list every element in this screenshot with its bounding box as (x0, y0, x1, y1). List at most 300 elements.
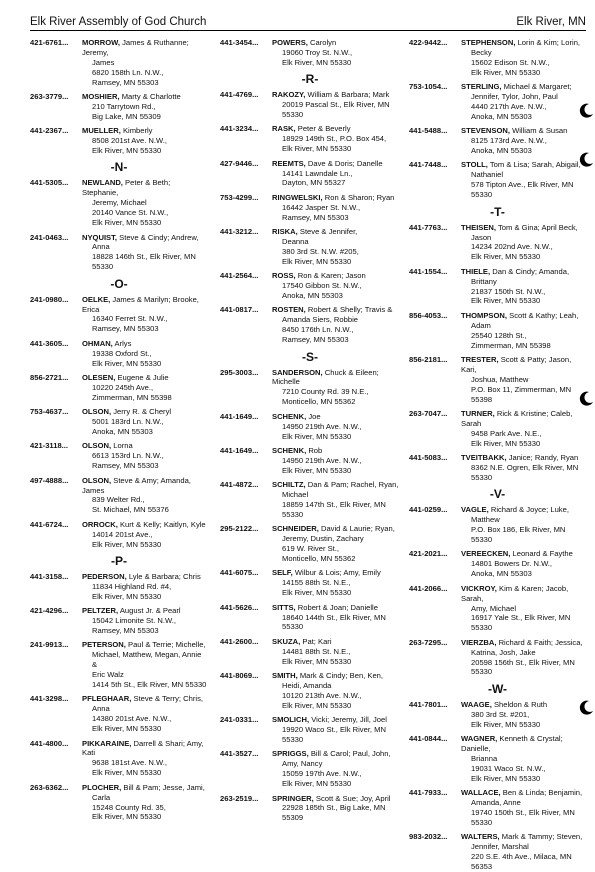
directory-entry (220, 305, 400, 345)
entry-first-line (272, 671, 400, 681)
entry-line: 10220 245th Ave., (92, 382, 154, 392)
entry-surname: PLOCHER, (82, 782, 122, 792)
entry-line: P.O. Box 186, Elk River, MN 55330 (471, 525, 566, 545)
entry-first-line (82, 373, 208, 383)
entry-phone: 421-3118... (30, 441, 69, 451)
entry-surname: THIELE, (461, 266, 491, 276)
directory-entry (220, 749, 400, 789)
directory-entry (30, 694, 208, 734)
entry-surname: PIKKARAINE, (82, 738, 132, 748)
entry-line: Becky (471, 47, 492, 57)
entry-line: Elk River, MN 55330 (92, 768, 162, 778)
entry-line: 619 W. River St., (282, 544, 339, 554)
entry-phone: 241-0331... (220, 715, 259, 725)
entry-line: Deanna (282, 237, 309, 246)
entry-line: P.O. Box 11, Zimmerman, MN 55398 (471, 384, 572, 404)
entry-household: Jerry R. & Cheryl (113, 407, 172, 417)
directory-entry (30, 520, 208, 550)
section-letter: -O- (110, 276, 128, 291)
entry-phone: 983-2032... (409, 832, 448, 842)
entry-line: 19338 Oxford St., (92, 348, 152, 358)
entry-household: Rob (308, 445, 323, 455)
entry-household: Pat; Kari (302, 636, 332, 646)
entry-first-line (461, 38, 586, 48)
entry-household: Robert & Shelly; Travis & (307, 305, 393, 315)
entry-line: 18828 146th St., Elk River, MN 55330 (92, 252, 196, 272)
entry-surname: WAAGE, (461, 699, 492, 709)
entry-line: Ramsey, MN 55303 (282, 212, 349, 222)
entry-first-line (272, 368, 400, 388)
entry-surname: PFLEGHAAR, (82, 694, 132, 704)
entry-household: Steve & Terry; Chris, (133, 694, 203, 704)
entry-line: 19031 Waco St. N.W., (471, 763, 546, 773)
entry-household: David & Laurie; Ryan, (320, 524, 395, 534)
entry-first-line (272, 90, 400, 100)
entry-phone: 241-0463... (30, 232, 69, 242)
entry-household: Ron & Sharon; Ryan (324, 192, 395, 202)
entry-line: 10120 213th Ave. N.W., (282, 690, 362, 700)
entry-household: Sheldon & Ruth (493, 699, 548, 709)
directory-entry (30, 38, 208, 88)
entry-line: Adam (471, 320, 491, 330)
entry-line: Elk River, MN 55330 (282, 588, 352, 598)
entry-household: Dan & Pam; Rachel, Ryan, (307, 480, 399, 490)
entry-surname: PETERSON, (82, 640, 126, 650)
entry-phone: 441-8069... (220, 671, 259, 681)
entry-household: Eugene & Julie (117, 372, 169, 382)
entry-first-line (82, 572, 208, 582)
entry-household: Arlys (114, 338, 132, 348)
entry-phone: 441-6724... (30, 519, 69, 529)
directory-entry (409, 549, 586, 579)
entry-line: Elk River, MN 55330 (471, 438, 541, 448)
directory-entry (220, 271, 400, 301)
entry-phone: 441-2367... (30, 126, 69, 136)
entry-surname: TRESTER, (461, 354, 499, 364)
entry-household: Ben & Linda; Benjamin, (502, 788, 583, 798)
entry-household: Kim & Karen; Jacob, Sarah, (461, 583, 569, 603)
directory-entry (409, 734, 586, 784)
entry-phone: 441-3298... (30, 694, 69, 704)
entry-phone: 856-2721... (30, 372, 69, 382)
directory-entry (220, 794, 400, 824)
entry-line: 14950 219th Ave. N.W., (282, 455, 362, 465)
entry-line: 14380 201st Ave. N.W., (92, 714, 172, 724)
entry-household: Dan & Cindy; Amanda, (492, 266, 570, 276)
directory-entry (409, 700, 586, 730)
entry-first-line (272, 749, 400, 759)
entry-phone: 263-6362... (30, 782, 69, 792)
directory-entry (409, 223, 586, 263)
entry-line: 20140 Vance St. N.W., (92, 208, 169, 218)
entry-first-line (82, 233, 208, 243)
entry-first-line (461, 788, 586, 798)
entry-first-line (461, 584, 586, 604)
entry-phone: 441-4872... (220, 480, 259, 490)
directory-columns (30, 38, 586, 871)
entry-line: Jennifer, Tylor, John, Paul (471, 92, 558, 102)
section-letter: -T- (490, 204, 505, 219)
directory-entry (409, 267, 586, 307)
directory-entry (409, 788, 586, 828)
directory-entry (409, 38, 586, 78)
directory-entry (409, 453, 586, 483)
directory-entry (30, 606, 208, 636)
entry-phone: 441-3454... (220, 38, 259, 47)
entry-phone: 856-4053... (409, 310, 448, 320)
entry-line: Elk River, MN 55330 (282, 656, 352, 666)
section-letter: -N- (110, 160, 128, 175)
entry-phone: 441-2066... (409, 583, 448, 593)
entry-line: Elk River, MN 55330 (92, 724, 162, 734)
entry-first-line (82, 606, 208, 616)
entry-line: Elk River, MN 55330 (282, 256, 352, 266)
directory-entry (409, 638, 586, 678)
entry-first-line (272, 193, 400, 203)
entry-household: Vicki; Jeremy, Jill, Joel (311, 715, 387, 725)
entry-household: William & Susan (512, 126, 568, 136)
entry-household: Paul & Terrie; Michelle, (128, 640, 206, 650)
entry-phone: 441-3527... (220, 749, 259, 759)
entry-line: Amy, Nancy (282, 759, 323, 769)
entry-surname: RAKOZY, (272, 90, 306, 100)
entry-line: Elk River, MN 55330 (471, 773, 541, 783)
entry-household: Mark & Cindy; Ben, Ken, (299, 671, 384, 681)
entry-line: Elk River, MN 55330 (471, 67, 541, 77)
directory-entry (220, 637, 400, 667)
directory-entry (220, 568, 400, 598)
directory-entry (409, 160, 586, 200)
entry-line: 14014 201st Ave., (92, 529, 153, 539)
entry-phone: 441-5488... (409, 126, 448, 136)
entry-line: 5001 183rd Ln. N.W., (92, 417, 164, 427)
entry-first-line (461, 355, 586, 375)
entry-phone: 441-3212... (220, 227, 259, 237)
entry-surname: OLSON, (82, 407, 112, 417)
entry-surname: PEDERSON, (82, 571, 127, 581)
entry-household: Richard & Joyce; Luke, (490, 505, 569, 515)
entry-household: Steve & Jennifer, (299, 227, 358, 237)
entry-household: William & Barbara; Mark (307, 90, 390, 100)
entry-line: 16917 Yale St., Elk River, MN 55330 (471, 613, 571, 633)
entry-phone: 441-1649... (220, 445, 259, 455)
directory-entry (220, 90, 400, 120)
entry-first-line (272, 271, 400, 281)
directory-entry (30, 572, 208, 602)
page-header (30, 12, 586, 31)
entry-first-line (272, 637, 400, 647)
entry-first-line (82, 640, 208, 650)
entry-line: Monticello, MN 55362 (282, 397, 356, 407)
section-letter: -S- (302, 349, 318, 364)
directory-entry (30, 233, 208, 273)
directory-entry (409, 505, 586, 545)
entry-household: Michael & Margaret; (503, 82, 572, 92)
entry-phone: 441-3234... (220, 124, 259, 134)
entry-first-line (461, 82, 586, 92)
entry-line: 25540 128th St., (471, 330, 527, 340)
entry-line: Katrina, Josh, Jake (471, 647, 536, 657)
entry-first-line (82, 126, 208, 136)
entry-surname: OLESEN, (82, 372, 116, 382)
entry-first-line (461, 734, 586, 754)
entry-first-line (82, 339, 208, 349)
entry-line: 220 S.E. 4th Ave., Milaca, MN 56353 (471, 852, 572, 871)
entry-household: Joe (308, 411, 321, 421)
entry-line: Michael, Matthew, Megan, Annie & (92, 650, 202, 670)
entry-first-line (272, 794, 400, 804)
entry-line: Elk River, MN 55330 (282, 57, 352, 67)
directory-entry (30, 373, 208, 403)
entry-first-line (461, 126, 586, 136)
entry-line: 839 Welter Rd., (92, 495, 145, 505)
entry-first-line (272, 480, 400, 490)
entry-line: Zimmerman, MN 55398 (92, 392, 172, 402)
entry-line: Elk River, MN 55330 (282, 465, 352, 475)
entry-household: Ron & Karen; Jason (297, 271, 366, 281)
entry-household: Steve & Amy; Amanda, James (82, 475, 191, 495)
entry-line: Eric Walz (92, 670, 124, 680)
entry-surname: VICKROY, (461, 583, 497, 593)
section-letter: -W- (487, 681, 508, 696)
entry-first-line (461, 453, 586, 463)
entry-household: James & Marilyn; Brooke, Erica (82, 294, 199, 314)
entry-line: 8450 176th Ln. N.W., (282, 325, 354, 335)
entry-first-line (82, 295, 208, 315)
entry-surname: SKUZA, (272, 636, 301, 646)
directory-entry (220, 193, 400, 223)
entry-household: Scott & Kathy; Leah, (509, 310, 579, 320)
entry-line: Ramsey, MN 55303 (92, 626, 159, 635)
entry-line: 14481 88th St. N.E., (282, 646, 351, 656)
entry-line: Brianna (471, 753, 498, 763)
entry-phone: 421-2021... (409, 549, 448, 559)
entry-first-line (461, 409, 586, 429)
entry-line: 15059 197th Ave. N.W., (282, 769, 362, 779)
crescent-moon-icon (578, 700, 594, 716)
entry-first-line (82, 38, 208, 58)
entry-line: 380 3rd St. N.W. #205, (282, 246, 359, 256)
entry-line: 19740 150th St., Elk River, MN 55330 (471, 807, 575, 827)
crescent-moon-icon (578, 391, 594, 407)
entry-line: 18640 144th St., Elk River, MN 55330 (282, 612, 386, 632)
entry-line: James (92, 57, 115, 67)
entry-surname: VIERZBA, (461, 637, 497, 647)
entry-first-line (461, 549, 586, 559)
entry-household: Bill & Carol; Paul, John, (310, 749, 391, 759)
entry-surname: SCHENK, (272, 411, 307, 421)
directory-entry (220, 124, 400, 154)
entry-surname: SMOLICH, (272, 715, 310, 725)
header-location: Elk River, MN (516, 16, 586, 28)
entry-line: Anoka, MN 55303 (471, 569, 532, 579)
entry-line: 21837 150th St. N.W., (471, 286, 546, 296)
entry-line: Heidi, Amanda (282, 680, 332, 690)
entry-phone: 441-6075... (220, 568, 259, 578)
entry-household: Bill & Pam; Jesse, Jami, (123, 782, 205, 792)
directory-entry (409, 832, 586, 872)
entry-household: Peter & Beth; Stephanie, (82, 178, 171, 198)
entry-household: Kurt & Kelly; Kaitlyn, Kyle (119, 519, 206, 529)
entry-line: 7210 County Rd. 39 N.E., (282, 387, 369, 397)
entry-phone: 421-6761... (30, 38, 69, 47)
directory-entry (30, 441, 208, 471)
entry-phone: 263-7047... (409, 409, 448, 418)
entry-phone: 263-2519... (220, 793, 259, 803)
directory-entry (220, 480, 400, 520)
entry-line: 8125 173rd Ave. N.W., (471, 136, 547, 146)
entry-household: Scott & Sue; Joy, April (315, 793, 391, 803)
entry-surname: WALTERS, (461, 832, 500, 842)
entry-household: Lyle & Barbara; Chris (128, 571, 201, 581)
entry-line: 6820 158th Ln. N.W., (92, 67, 164, 77)
entry-line: 210 Tarrytown Rd., (92, 101, 156, 111)
entry-first-line (461, 160, 586, 170)
entry-line: 18859 147th St., Elk River, MN 55330 (282, 499, 386, 519)
entry-line: Jennifer, Marshal (471, 842, 529, 852)
church-title: Elk River Assembly of God Church (30, 16, 207, 28)
directory-entry (409, 126, 586, 156)
entry-line: 20598 156th St., Elk River, MN 55330 (471, 657, 575, 677)
entry-surname: PELTZER, (82, 606, 119, 616)
entry-line: 15248 County Rd. 35, (92, 802, 166, 812)
entry-line: Elk River, MN 55330 (282, 431, 352, 441)
entry-household: Tom & Lisa; Sarah, Abigail, (489, 160, 581, 170)
directory-column-1 (30, 38, 208, 822)
entry-surname: WALLACE, (461, 788, 501, 798)
entry-phone: 421-4296... (30, 606, 69, 616)
entry-household: Robert & Joan; Danielle (297, 602, 378, 612)
entry-surname: REEMTS, (272, 158, 306, 168)
entry-phone: 441-5083... (409, 453, 448, 463)
entry-phone: 441-7448... (409, 160, 448, 170)
entry-line: Amanda, Anne (471, 798, 521, 807)
directory-entry (220, 227, 400, 267)
entry-line: Elk River, MN 55330 (92, 218, 162, 228)
entry-line: Ramsey, MN 55303 (92, 461, 159, 471)
entry-line: Anna (92, 704, 110, 714)
entry-household: August Jr. & Pearl (119, 606, 181, 616)
entry-line: Elk River, MN 55330 (92, 591, 162, 601)
entry-phone: 263-3779... (30, 92, 69, 102)
entry-phone: 441-1554... (409, 266, 448, 276)
entry-surname: ROSTEN, (272, 305, 306, 315)
directory-entry (30, 178, 208, 228)
entry-line: 14155 88th St. N.E., (282, 578, 351, 588)
entry-phone: 295-2122... (220, 524, 259, 534)
directory-column-3 (409, 38, 586, 871)
directory-entry (220, 671, 400, 711)
entry-line: Zimmerman, MN 55398 (471, 340, 551, 350)
entry-first-line (272, 715, 400, 725)
directory-entry (30, 783, 208, 823)
entry-line: Amy, Michael (471, 603, 517, 613)
entry-line: 14950 219th Ave. N.W., (282, 421, 362, 431)
directory-entry (220, 603, 400, 633)
entry-phone: 241-9913... (30, 640, 69, 650)
entry-line: Nathaniel (471, 170, 504, 180)
entry-line: 22928 185th St., Big Lake, MN 55309 (282, 803, 386, 823)
directory-entry (220, 412, 400, 442)
entry-household: Carolyn (310, 38, 337, 47)
entry-first-line (272, 305, 400, 315)
entry-line: Anoka, MN 55303 (92, 427, 153, 436)
entry-line: Elk River, MN 55330 (282, 700, 352, 710)
entry-surname: OHMAN, (82, 338, 113, 348)
entry-first-line (272, 568, 400, 578)
entry-first-line (461, 832, 586, 842)
entry-line: Anoka, MN 55303 (471, 146, 532, 156)
entry-phone: 753-4637... (30, 407, 69, 417)
entry-line: Big Lake, MN 55309 (92, 111, 161, 121)
entry-surname: RINGWELSKI, (272, 192, 323, 202)
entry-first-line (82, 441, 208, 451)
entry-surname: STEVENSON, (461, 126, 510, 136)
entry-line: Ramsey, MN 55303 (92, 77, 159, 87)
entry-line: 19060 Troy St. N.W., (282, 47, 353, 57)
entry-line: Monticello, MN 55362 (282, 553, 356, 563)
directory-entry (409, 584, 586, 634)
entry-line: 15042 Limonite St. N.W., (92, 616, 176, 626)
entry-first-line (272, 412, 400, 422)
entry-surname: SCHNEIDER, (272, 524, 319, 534)
entry-surname: OELKE, (82, 294, 111, 304)
entry-household: Richard & Faith; Jessica, (498, 637, 583, 647)
entry-line: 16340 Ferret St. N.W., (92, 314, 168, 324)
entry-first-line (272, 227, 400, 237)
entry-line: Jason (471, 232, 492, 242)
entry-line: 4440 217th Ave. N.W., (471, 101, 547, 111)
entry-phone: 441-2564... (220, 271, 259, 281)
directory-column-2 (220, 38, 400, 823)
entry-phone: 441-2600... (220, 636, 259, 646)
entry-phone: 263-7295... (409, 637, 448, 647)
entry-first-line (82, 476, 208, 496)
entry-line: Elk River, MN 55330 (92, 146, 162, 156)
entry-first-line (272, 524, 400, 534)
entry-phone: 441-4769... (220, 90, 259, 100)
entry-line: 9638 181st Ave. N.W., (92, 758, 167, 768)
entry-phone: 441-7933... (409, 788, 448, 798)
entry-phone: 497-4888... (30, 475, 69, 485)
entry-household: Darrell & Shari; Amy, Kati (82, 738, 204, 758)
entry-line: Anna (92, 242, 110, 252)
crescent-moon-icon (578, 103, 594, 119)
entry-household: Wilbur & Lois; Amy, Emily (294, 568, 381, 578)
entry-surname: RISKA, (272, 227, 298, 237)
entry-phone: 753-4299... (220, 192, 259, 202)
entry-line: Elk River, MN 55330 (471, 296, 541, 306)
entry-surname: RASK, (272, 124, 296, 134)
entry-phone: 856-2181... (409, 354, 448, 364)
entry-line: 8362 N.E. Ogren, Elk River, MN 55330 (471, 463, 579, 482)
directory-entry (30, 640, 208, 690)
entry-household: Leonard & Faythe (512, 549, 573, 559)
entry-first-line (82, 520, 208, 530)
entry-line: 17540 Gibbon St. N.W., (282, 281, 362, 291)
entry-line: Jeremy, Dustin, Zachary (282, 534, 364, 544)
directory-entry (409, 355, 586, 405)
entry-household: Tom & Gina; April Beck, (498, 222, 578, 232)
entry-household: James & Ruthanne; Jeremy, (82, 38, 189, 57)
directory-entry (220, 38, 400, 68)
crescent-moon-icon (578, 152, 594, 168)
entry-phone: 441-5305... (30, 178, 69, 188)
entry-first-line (82, 739, 208, 759)
entry-line: 19920 Waco St., Elk River, MN 55330 (282, 725, 386, 744)
entry-first-line (461, 505, 586, 515)
entry-first-line (461, 223, 586, 233)
